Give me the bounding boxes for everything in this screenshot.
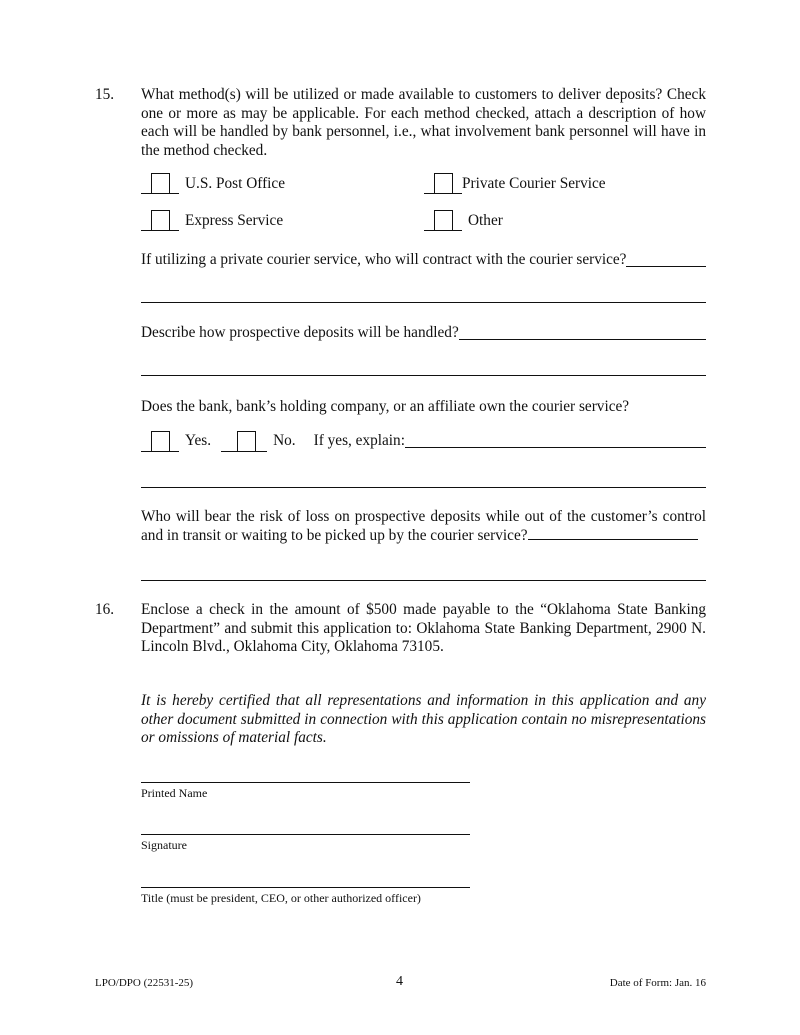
explain-field[interactable] [405,431,706,448]
option-label: Express Service [185,212,284,229]
risk-field[interactable] [528,527,698,540]
option-label: Private Courier Service [462,175,606,192]
describe-row [141,323,706,343]
option-label: Other [468,212,503,229]
option-private-courier[interactable] [424,173,606,194]
courier-contract-field[interactable] [626,250,706,267]
risk-question: Who will bear the risk of loss on prospective deposits while out of the customer’s control and in transit or waiting to be picked up by the courier service? [141,508,706,544]
yes-label: Yes. [185,432,212,449]
checkbox-express-service[interactable] [141,210,179,231]
checkbox-other[interactable] [424,210,462,231]
checkbox-yes[interactable] [141,431,179,452]
form-id: LPO/DPO (22531-25) [95,977,194,989]
describe-field[interactable] [459,323,706,340]
question-16-text: Enclose a check in the amount of $500 made payable to the “Oklahoma State Banking Department” and submit this application to: Oklahoma State Banking Department, 2900 N. Lincoln Blvd., Oklahoma City, Oklahoma 73105. [141,601,706,655]
checkbox-no[interactable] [221,431,267,452]
no-label: No. [273,432,296,449]
explain-label: If yes, explain: [313,432,405,449]
courier-contract-row [141,250,706,270]
courier-contract-question: If utilizing a private courier service, who will contract with the courier service? [141,251,627,268]
describe-question: Describe how prospective deposits will be handled? [141,324,459,341]
option-us-post-office[interactable] [141,173,285,194]
printed-name-field[interactable] [141,782,470,783]
courier-contract-field-line[interactable] [141,302,706,303]
option-express-service[interactable] [141,210,283,231]
ownership-question: Does the bank, bank’s holding company, or an affiliate own the courier service? [141,398,630,415]
certification-statement: It is hereby certified that all representations and information in this application and any other document submitted in connection with this application contain no misrepresentations or omissions of material facts. [141,692,706,746]
signature-label: Signature [141,838,187,852]
question-16-number: 16. [95,601,115,618]
printed-name-label: Printed Name [141,786,208,800]
option-label: U.S. Post Office [185,175,285,192]
title-label: Title (must be president, CEO, or other authorized officer) [141,891,421,905]
question-15-number: 15. [95,86,115,103]
form-date: Date of Form: Jan. 16 [609,977,706,989]
title-field[interactable] [141,887,470,888]
checkbox-private-courier[interactable] [424,173,462,194]
describe-field-line[interactable] [141,375,706,376]
checkbox-us-post-office[interactable] [141,173,179,194]
option-other[interactable] [424,210,503,231]
signature-field[interactable] [141,834,470,835]
page-number: 4 [396,974,403,989]
question-15-text: What method(s) will be utilized or made available to customers to deliver deposits? Check one or more as may be applicable. For each method checked, attach a description of how each will be handled by bank personnel, i.e., what involvement bank personnel will have in the method checked. [141,86,706,159]
explain-field-line[interactable] [141,487,706,488]
ownership-answer-row [141,431,706,452]
risk-field-line[interactable] [141,580,706,581]
